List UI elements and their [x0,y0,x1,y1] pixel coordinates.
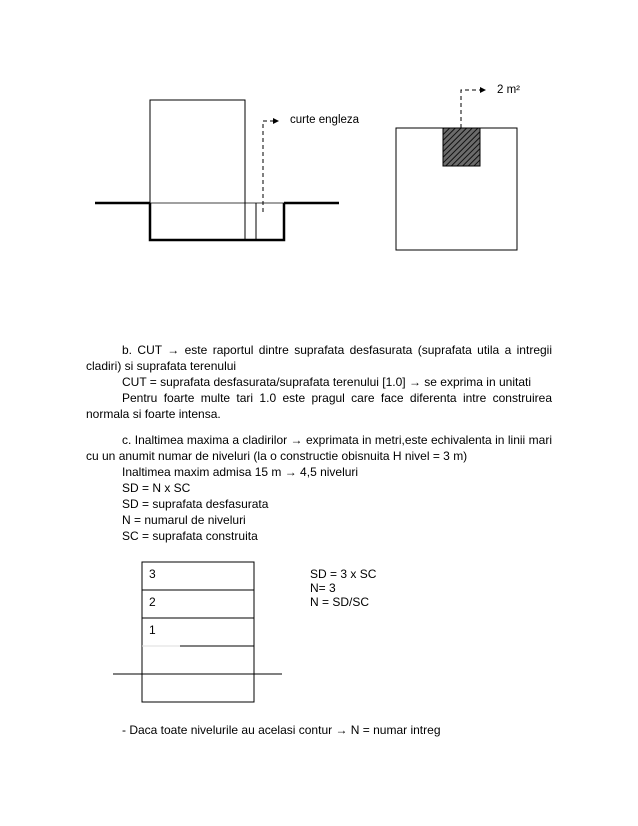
building-outline [150,100,245,240]
leader-area [461,90,480,128]
paragraph-c-height: c. Inaltimea maxima a cladirilor → exprimata in metri,este echivalenta in linii mari cu un anumit numar de niveluri (la o constructie obisnuita H nivel = 3 m) [86,433,552,463]
floor-label-3: 3 [149,567,156,581]
paragraph-c-max: Inaltimea maxim admisa 15 m → 4,5 niveluri [122,465,359,479]
formula-sd: SD = N x SC [122,481,191,495]
footer-note: - Daca toate nivelurile au acelasi contur → N = numar intreg [122,723,441,737]
paragraph-b-note: Pentru foarte multe tari 1.0 este pragul care face diferenta intre construirea normala si foarte intensa. [86,391,552,421]
formula-sd-3sc: SD = 3 x SC [310,567,377,581]
basement-outline [150,203,284,240]
paragraph-b-cut: b. CUT → este raportul dintre suprafata desfasurata (suprafata utila a intregii cladiri) si suprafata terenului [86,343,552,373]
paragraph-b-formula: CUT = suprafata desfasurata/suprafata terenului [1.0] → se exprima in unitati [122,375,531,389]
formula-n-3: N= 3 [310,581,336,595]
arrow-curte [273,118,279,124]
definition-sc: SC = suprafata construita [122,529,258,543]
hatched-courtyard [443,128,480,166]
floor-label-2: 2 [149,595,156,609]
arrow-area [480,87,486,93]
leader-curte [263,121,273,212]
label-area: 2 m² [497,84,520,96]
definition-sd: SD = suprafata desfasurata [122,497,269,511]
definition-n: N = numarul de niveluri [122,513,246,527]
floors-building [142,562,254,702]
formula-n-sd-sc: N = SD/SC [310,595,370,609]
label-curte-engleza: curte engleza [290,114,360,126]
floor-label-1: 1 [149,623,156,637]
